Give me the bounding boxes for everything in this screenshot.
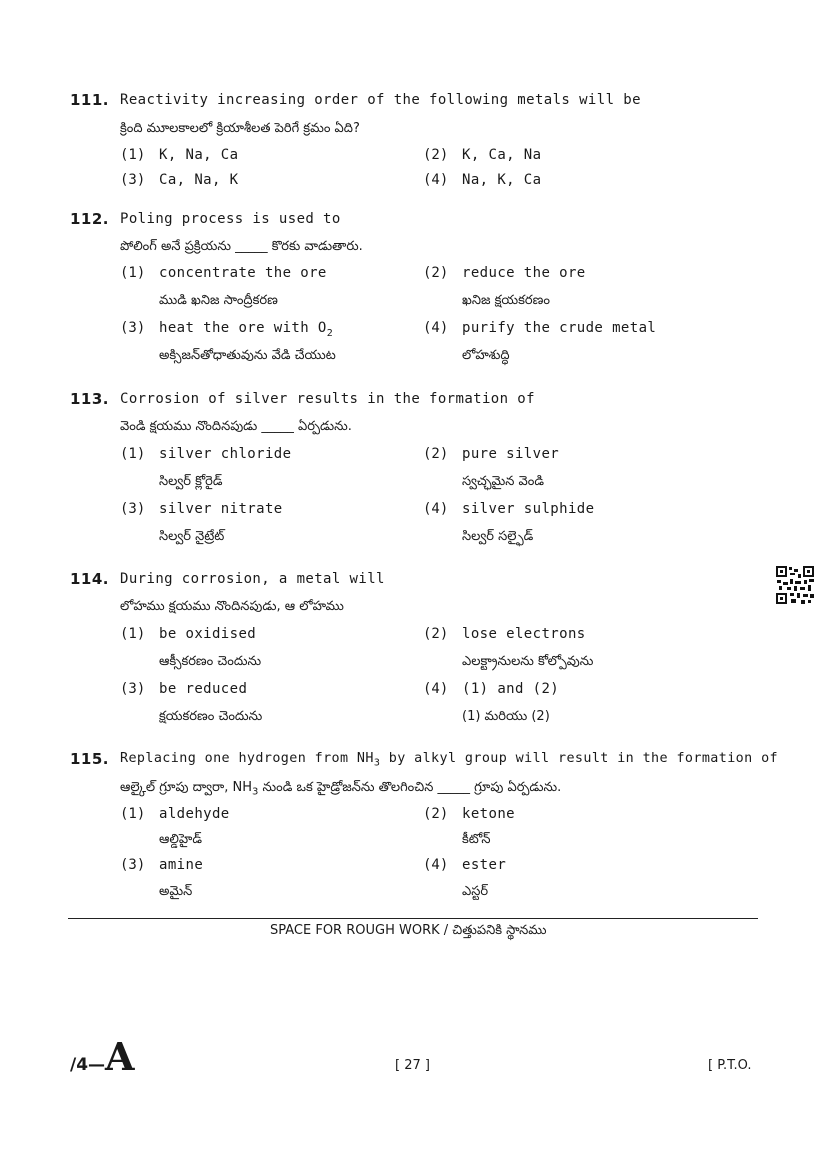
q112-option-2-telugu: ఖనిజ క్షయకరణం bbox=[462, 293, 550, 308]
q114-option-1-telugu: ఆక్సీకరణం చెందును bbox=[159, 654, 262, 669]
q111-option-2-text: K, Ca, Na bbox=[462, 147, 542, 163]
q113-option-1-num: (1) bbox=[120, 446, 146, 462]
q115-option-2-num: (2) bbox=[423, 806, 449, 822]
q112-option-4-num: (4) bbox=[423, 320, 449, 336]
q112-option-1-text: concentrate the ore bbox=[159, 265, 327, 281]
q114-option-4-num: (4) bbox=[423, 681, 449, 697]
question-113-text: Corrosion of silver results in the formation of bbox=[120, 391, 535, 407]
q112-option-3-text bbox=[159, 320, 333, 339]
q112-option-3-main: heat the ore with O bbox=[159, 320, 327, 336]
q113-option-1-telugu: సిల్వర్ క్లోరైడ్ bbox=[159, 474, 223, 489]
question-115-number: 115. bbox=[70, 750, 110, 768]
q115-option-3-text: amine bbox=[159, 857, 204, 873]
q115-option-4-telugu: ఎస్టర్ bbox=[462, 884, 489, 899]
q112-option-4-telugu: లోహశుద్ధి bbox=[462, 348, 510, 363]
question-112-number: 112. bbox=[70, 210, 110, 228]
booklet-code bbox=[70, 1034, 135, 1079]
q114-option-3-telugu: క్షయకరణం చెందును bbox=[159, 709, 263, 724]
question-112-text: Poling process is used to bbox=[120, 211, 341, 227]
q115-option-2-text: ketone bbox=[462, 806, 515, 822]
q111-option-1-num: (1) bbox=[120, 147, 146, 163]
q114-option-3-num: (3) bbox=[120, 681, 146, 697]
q114-option-1-text: be oxidised bbox=[159, 626, 257, 642]
pto-label: [ P.T.O. bbox=[708, 1058, 752, 1073]
q113-option-2-num: (2) bbox=[423, 446, 449, 462]
q115-telugu-subscript: 3 bbox=[252, 786, 259, 798]
question-113-number: 113. bbox=[70, 390, 110, 408]
question-114-text: During corrosion, a metal will bbox=[120, 571, 385, 587]
booklet-code-letter: A bbox=[105, 1034, 135, 1079]
q113-option-2-telugu: స్వచ్ఛమైన వెండి bbox=[462, 474, 544, 489]
question-115-text bbox=[120, 751, 778, 769]
q112-option-2-text: reduce the ore bbox=[462, 265, 586, 281]
q114-option-2-num: (2) bbox=[423, 626, 449, 642]
q113-option-4-num: (4) bbox=[423, 501, 449, 517]
q112-option-3-subscript: 2 bbox=[326, 327, 334, 339]
question-114-telugu: లోహము క్షయము నొందినపుడు, ఆ లోహము bbox=[120, 599, 344, 614]
q113-option-3-num: (3) bbox=[120, 501, 146, 517]
booklet-code-prefix: /4— bbox=[70, 1055, 106, 1075]
q111-option-3-num: (3) bbox=[120, 172, 146, 188]
q111-option-1-text: K, Na, Ca bbox=[159, 147, 239, 163]
q115-option-4-text: ester bbox=[462, 857, 507, 873]
q111-option-3-text: Ca, Na, K bbox=[159, 172, 239, 188]
q113-option-3-telugu: సిల్వర్ నైట్రేట్ bbox=[159, 529, 225, 544]
question-112-telugu: పోలింగ్ అనే ప్రక్రియను _____ కొరకు వాడుతారు. bbox=[120, 239, 363, 254]
q115-text-subscript: 3 bbox=[373, 757, 381, 769]
qr-code-icon bbox=[775, 565, 815, 605]
page-number: [ 27 ] bbox=[395, 1058, 430, 1073]
q112-option-3-telugu: అక్సిజన్‌తోధాతువును వేడి చేయుట bbox=[159, 348, 336, 363]
q114-option-2-telugu: ఎలక్ట్రానులను కోల్పోవును bbox=[462, 654, 594, 669]
q114-option-3-text: be reduced bbox=[159, 681, 248, 697]
q114-option-2-text: lose electrons bbox=[462, 626, 586, 642]
q111-option-2-num: (2) bbox=[423, 147, 449, 163]
q112-option-2-num: (2) bbox=[423, 265, 449, 281]
question-114-number: 114. bbox=[70, 570, 110, 588]
q115-option-1-num: (1) bbox=[120, 806, 146, 822]
q113-option-4-text: silver sulphide bbox=[462, 501, 595, 517]
question-111-number: 111. bbox=[70, 91, 110, 109]
q114-option-4-telugu: (1) మరియు (2) bbox=[462, 709, 550, 724]
q115-option-1-telugu: ఆల్డిహైడ్ bbox=[159, 832, 202, 847]
q115-telugu-part-b: నుండి ఒక హైడ్రోజన్‌ను తొలగించిన _____ గ్రూపు ఏర్పడును. bbox=[258, 780, 562, 795]
question-111-telugu: క్రింది మూలకాలలో క్రియాశీలత పెరిగే క్రమం ఏది? bbox=[120, 121, 360, 136]
rough-work-divider bbox=[68, 918, 758, 919]
q115-option-4-num: (4) bbox=[423, 857, 449, 873]
q112-option-1-num: (1) bbox=[120, 265, 146, 281]
q111-option-4-num: (4) bbox=[423, 172, 449, 188]
rough-work-label: SPACE FOR ROUGH WORK / చిత్తుపనికి స్థానము bbox=[270, 923, 547, 938]
q112-option-4-text: purify the crude metal bbox=[462, 320, 657, 336]
q115-option-3-telugu: అమైన్ bbox=[159, 884, 193, 899]
q115-option-3-num: (3) bbox=[120, 857, 146, 873]
q111-option-4-text: Na, K, Ca bbox=[462, 172, 542, 188]
q115-text-part-b: by alkyl group will result in the formation of bbox=[380, 751, 778, 766]
question-113-telugu: వెండి క్షయము నొందినపుడు _____ ఏర్పడును. bbox=[120, 419, 352, 434]
q114-option-1-num: (1) bbox=[120, 626, 146, 642]
q114-option-4-text: (1) and (2) bbox=[462, 681, 560, 697]
q113-option-3-text: silver nitrate bbox=[159, 501, 283, 517]
q113-option-1-text: silver chloride bbox=[159, 446, 292, 462]
q113-option-2-text: pure silver bbox=[462, 446, 560, 462]
q115-option-1-text: aldehyde bbox=[159, 806, 230, 822]
q115-telugu-part-a: ఆల్కైల్ గ్రూపు ద్వారా, NH bbox=[120, 780, 252, 795]
q115-option-2-telugu: కీటోన్ bbox=[462, 832, 491, 847]
question-115-telugu bbox=[120, 780, 561, 798]
q115-text-part-a: Replacing one hydrogen from NH bbox=[120, 751, 374, 766]
q113-option-4-telugu: సిల్వర్ సల్ఫైడ్ bbox=[462, 529, 534, 544]
question-111-text: Reactivity increasing order of the following metals will be bbox=[120, 92, 641, 108]
q112-option-1-telugu: ముడి ఖనిజ సాంద్రీకరణ bbox=[159, 293, 278, 308]
q112-option-3-num: (3) bbox=[120, 320, 146, 336]
